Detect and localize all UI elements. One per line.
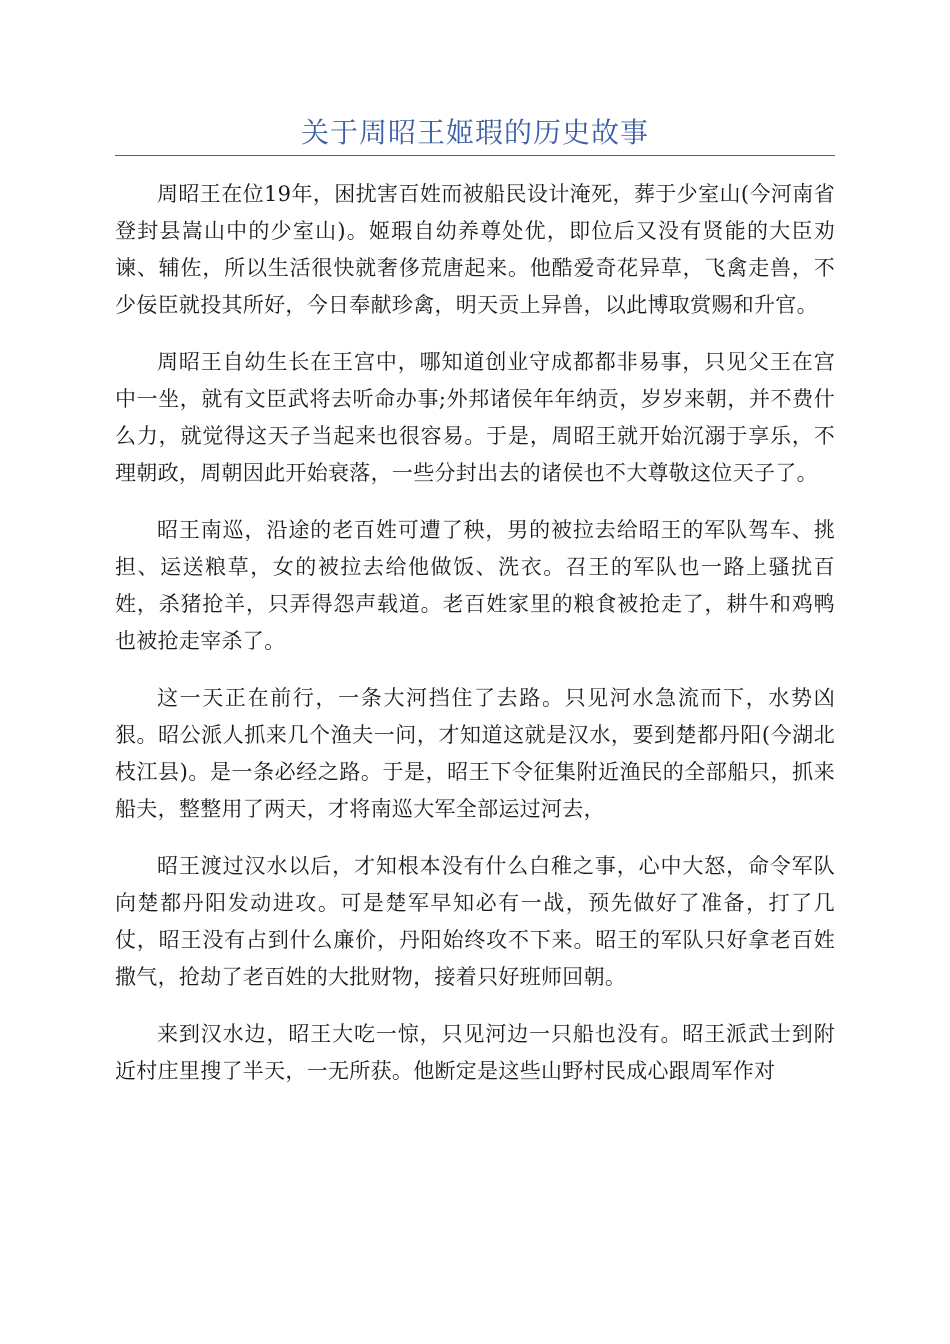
paragraph-6: 来到汉水边，昭王大吃一惊，只见河边一只船也没有。昭王派武士到附近村庄里搜了半天，一无所获。他断定是这些山野村民成心跟周军作对 bbox=[115, 1022, 835, 1083]
paragraph-3: 昭王南巡，沿途的老百姓可遭了秧，男的被拉去给昭王的军队驾车、挑担、运送粮草，女的被拉去给他做饭、洗衣。召王的军队也一路上骚扰百姓，杀猪抢羊，只弄得怨声载道。老百姓家里的粮食被抢走了，耕牛和鸡鸭也被抢走宰杀了。 bbox=[115, 518, 835, 653]
document-title: 关于周昭王姬瑕的历史故事 bbox=[300, 116, 649, 149]
paragraph-1: 周昭王在位19年，困扰害百姓而被船民设计淹死，葬于少室山(今河南省登封县嵩山中的少室山)。姬瑕自幼养尊处优，即位后又没有贤能的大臣劝谏、辅佐，所以生活很快就奢侈荒唐起来。他酷爱奇花异草，飞禽走兽，不少佞臣就投其所好，今日奉献珍禽，明天贡上异兽，以此博取赏赐和升官。 bbox=[115, 182, 835, 317]
title-underline bbox=[115, 155, 835, 156]
paragraph-5: 昭王渡过汉水以后，才知根本没有什么白稚之事，心中大怒，命令军队向楚都丹阳发动进攻。可是楚军早知必有一战，预先做好了准备，打了几仗，昭王没有占到什么廉价，丹阳始终攻不下来。昭王的军队只好拿老百姓撒气，抢劫了老百姓的大批财物，接着只好班师回朝。 bbox=[115, 854, 835, 989]
paragraph-2: 周昭王自幼生长在王宫中，哪知道创业守成都都非易事，只见父王在宫中一坐，就有文臣武将去听命办事;外邦诸侯年年纳贡，岁岁来朝，并不费什么力，就觉得这天子当起来也很容易。于是，周昭王就开始沉溺于享乐，不理朝政，周朝因此开始衰落，一些分封出去的诸侯也不大尊敬这位天子了。 bbox=[115, 350, 835, 485]
paragraph-4: 这一天正在前行，一条大河挡住了去路。只见河水急流而下，水势凶狠。昭公派人抓来几个渔夫一问，才知道这就是汉水，要到楚都丹阳(今湖北枝江县)。是一条必经之路。于是，昭王下令征集附近渔民的全部船只，抓来船夫，整整用了两天，才将南巡大军全部运过河去， bbox=[115, 686, 835, 821]
document-body bbox=[115, 176, 835, 1110]
